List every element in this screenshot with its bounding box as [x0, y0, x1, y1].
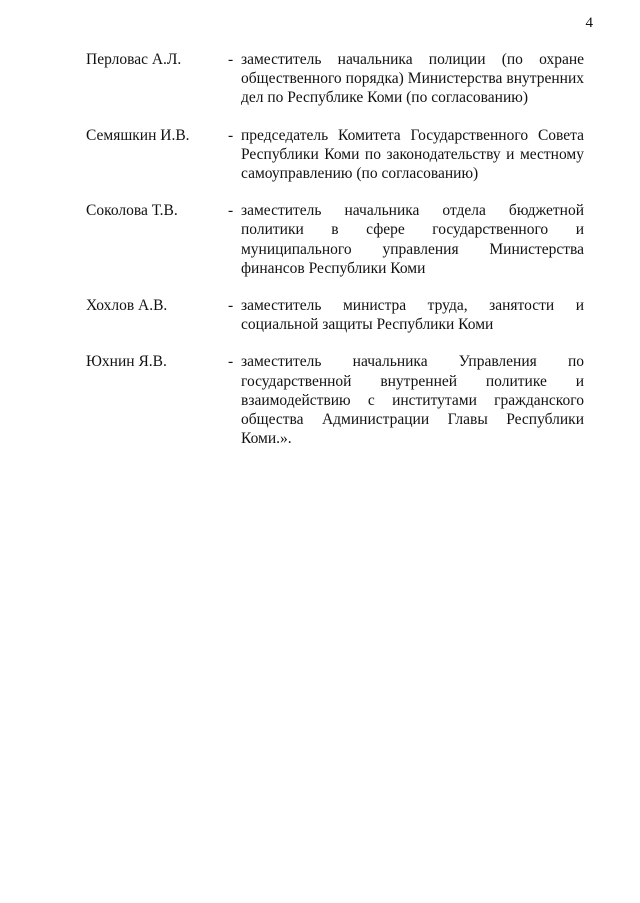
member-role: председатель Комитета Государственного Совета Республики Коми по законодательству и местному самоуправлению (по согласованию)	[241, 126, 584, 183]
page-number: 4	[585, 15, 593, 31]
separator-dash: -	[228, 51, 234, 68]
member-name: Перловас А.Л.	[86, 51, 182, 68]
member-name: Юхнин Я.В.	[86, 353, 167, 371]
member-name: Семяшкин И.В.	[86, 126, 190, 144]
member-role: заместитель начальника отдела бюджетной политики в сфере государственного и муниципального управления Министерства финансов Республики Коми	[241, 202, 584, 277]
member-entry	[86, 50, 584, 108]
member-list	[86, 50, 584, 466]
member-entry	[86, 352, 584, 448]
separator-dash: -	[228, 297, 234, 315]
member-entry	[86, 201, 584, 278]
member-entry	[86, 296, 584, 334]
member-name: Соколова Т.В.	[86, 202, 178, 220]
separator-dash: -	[228, 126, 234, 144]
member-name: Хохлов А.В.	[86, 297, 168, 315]
member-role: заместитель начальника Управления по государственной внутренней политике и взаимодействию с институтами гражданского общества Администрации Главы Республики Коми.».	[241, 353, 584, 448]
member-role: заместитель министра труда, занятости и социальной защиты Республики Коми	[241, 297, 584, 334]
member-entry	[86, 126, 584, 184]
separator-dash: -	[228, 353, 234, 371]
member-role: заместитель начальника полиции (по охране общественного порядка) Министерства внутренних дел по Республике Коми (по согласованию)	[241, 51, 584, 107]
separator-dash: -	[228, 202, 234, 220]
